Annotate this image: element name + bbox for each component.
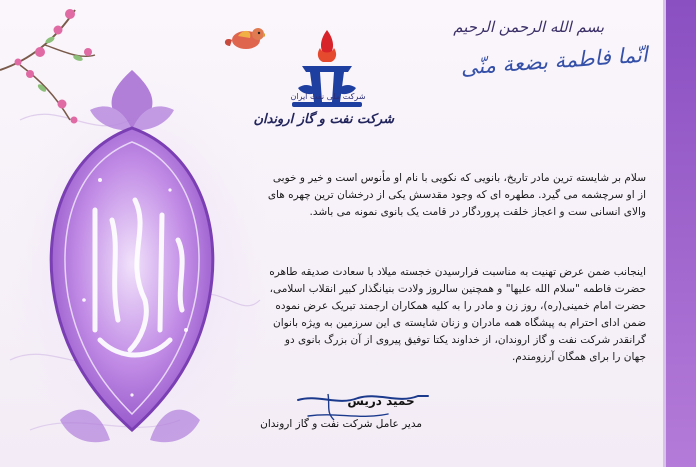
right-bar-divider [663,0,666,467]
bird-icon [225,28,265,49]
body-paragraph-2: اینجانب ضمن عرض تهنیت به مناسبت فرارسیدن خجسته میلاد با سعادت صدیقه طاهره حضرت فاطمه "سلام الله علیها" و همچنین سالروز ولادت بنیانگذار کبیر انقلاب اسلامی، حضرت امام خمینی(ره)، روز زن و مادر را به کلیه همکاران ارجمند تبریک عرض نموده ضمن ادای احترام به پیشگاه همه مادران و زنان شایسته ی این سرزمین به ویژه بانوان گرانقدر شرکت نفت و گاز اروندان، از خداوند یکتا توفیق پیروی از آن بزرگ بانوی دو جهان را برای همگان آرزومندم. [269,266,646,363]
company-name: شرکت نفت و گاز اروندان [253,112,394,127]
nioc-logo-icon [253,26,394,146]
signer-name: حمید دریس [347,394,415,408]
right-decorative-bar [666,0,696,467]
basmala: بسم الله الرحمن الرحیم [453,18,604,36]
header-calligraphy: انّما فاطمة بضعة منّی [459,42,649,80]
signer-title: مدیر عامل شرکت نفت و گاز اروندان [260,418,422,430]
left-artwork [0,0,265,467]
company-small-label: شرکت ملی نفت ایران [290,92,366,101]
body-paragraph-1: سلام بر شایسته ترین مادر تاریخ، بانویی که نکویی با نام او مأنوس است و خیر و خوبی از او سرچشمه می گیرد. مطهره ای که وجود مقدسش یکی از درخشان ترین چهره های والای انسانی ست و اعجاز خلقت پروردگار در قامت یک بانوی نمونه می باشد. [267,172,646,218]
